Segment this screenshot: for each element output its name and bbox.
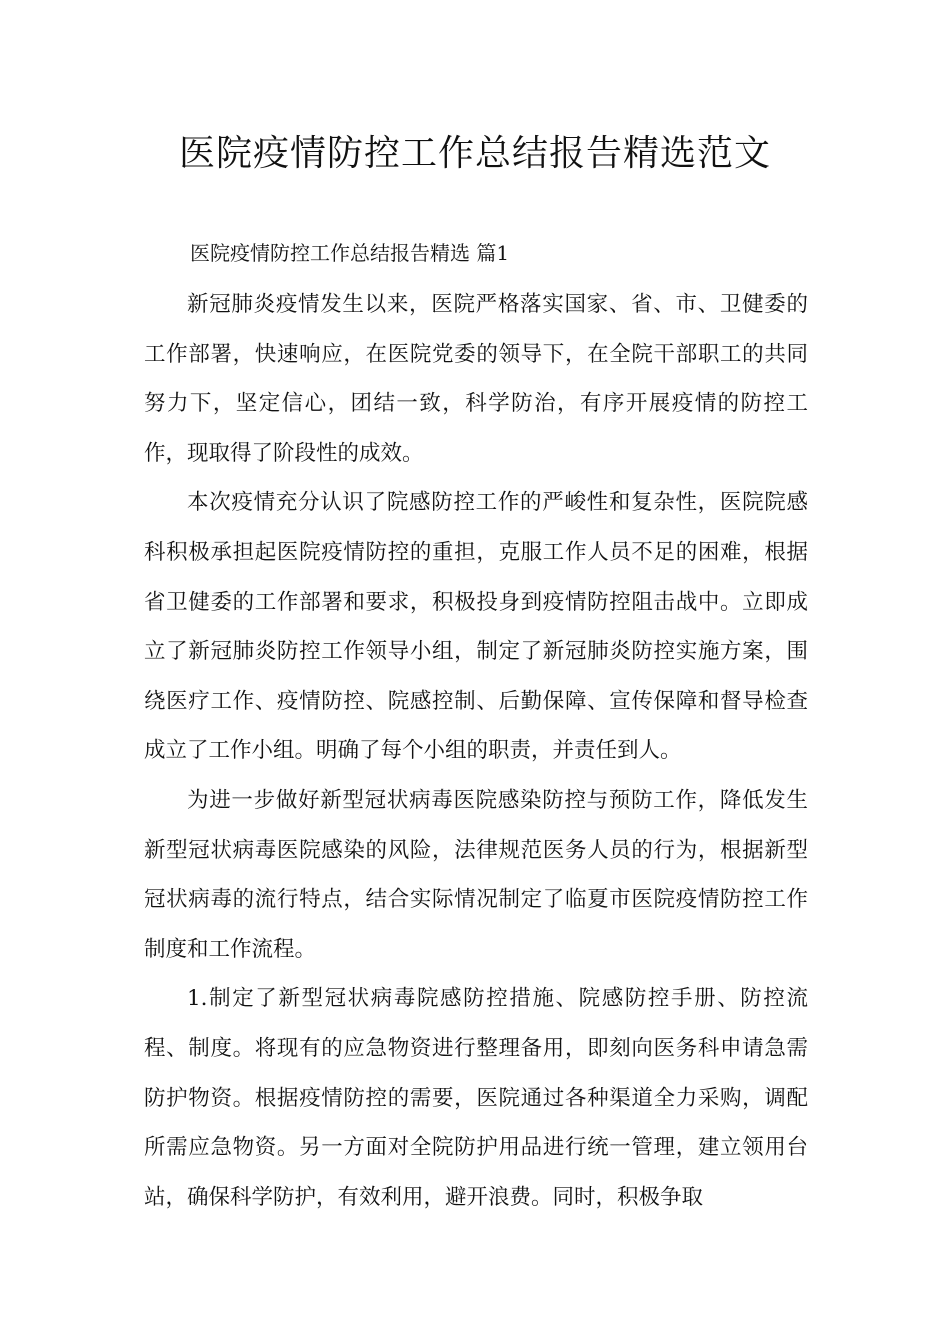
paragraph-2: 本次疫情充分认识了院感防控工作的严峻性和复杂性，医院院感科积极承担起医院疫情防控的重担，克服工作人员不足的困难，根据省卫健委的工作部署和要求，积极投身到疫情防控阻击战中。立即成立了新冠肺炎防控工作领导小组，制定了新冠肺炎防控实施方案，围绕医疗工作、疫情防控、院感控制、后勤保障、宣传保障和督导检查成立了工作小组。明确了每个小组的职责，并责任到人。 bbox=[144, 490, 808, 764]
paragraph-1: 新冠肺炎疫情发生以来，医院严格落实国家、省、市、卫健委的工作部署，快速响应，在医院党委的领导下，在全院干部职工的共同努力下，坚定信心，团结一致，科学防治，有序开展疫情的防控工作，现取得了阶段性的成效。 bbox=[144, 292, 808, 466]
paragraph-4: 1.制定了新型冠状病毒院感防控措施、院感防控手册、防控流程、制度。将现有的应急物资进行整理备用，即刻向医务科申请急需防护物资。根据疫情防控的需要，医院通过各种渠道全力采购，调配所需应急物资。另一方面对全院防护用品进行统一管理，建立领用台站，确保科学防护，有效利用，避开浪费。同时，积极争取 bbox=[144, 986, 808, 1210]
document-body bbox=[144, 280, 808, 1222]
document-title: 医院疫情防控工作总结报告精选范文 bbox=[178, 133, 771, 174]
paragraph-3: 为进一步做好新型冠状病毒医院感染防控与预防工作，降低发生新型冠状病毒医院感染的风险，法律规范医务人员的行为，根据新型冠状病毒的流行特点，结合实际情况制定了临夏市医院疫情防控工作制度和工作流程。 bbox=[144, 787, 808, 962]
section-heading: 医院疫情防控工作总结报告精选 篇1 bbox=[190, 241, 510, 265]
